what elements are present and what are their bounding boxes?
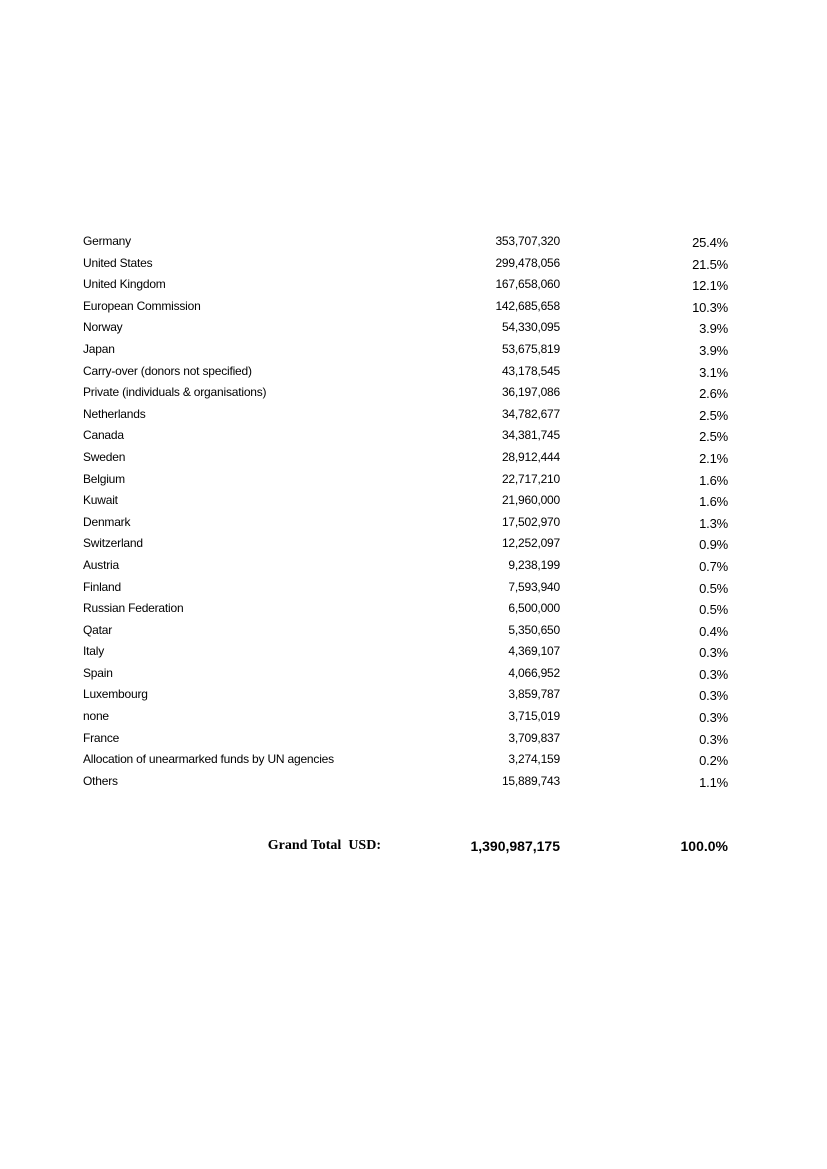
table-row	[0, 640, 827, 662]
donor-name: Russian Federation	[83, 601, 184, 616]
donor-name: European Commission	[83, 298, 201, 313]
donor-name: Qatar	[83, 622, 113, 637]
table-row	[0, 511, 827, 533]
table-row	[0, 468, 827, 490]
donor-amount: 5,350,650	[508, 622, 560, 637]
donor-percent: 1.3%	[699, 515, 728, 531]
table-row	[0, 338, 827, 360]
donor-name: Netherlands	[83, 406, 146, 421]
donor-percent: 0.3%	[699, 731, 728, 747]
donor-percent: 2.5%	[699, 429, 728, 445]
table-row	[0, 381, 827, 403]
donor-percent: 0.3%	[699, 666, 728, 682]
table-row	[0, 230, 827, 252]
table-row	[0, 705, 827, 727]
donor-name: Japan	[83, 341, 115, 356]
donor-percent: 0.9%	[699, 537, 728, 553]
donor-percent: 0.5%	[699, 602, 728, 618]
table-row	[0, 576, 827, 598]
donor-name: Belgium	[83, 471, 125, 486]
grand-total-label: Grand Total USD:	[267, 838, 381, 853]
table-row	[0, 424, 827, 446]
table-row	[0, 489, 827, 511]
donor-amount: 7,593,940	[508, 579, 560, 594]
donor-name: Switzerland	[83, 536, 143, 551]
donor-amount: 28,912,444	[501, 449, 560, 464]
donor-name: Private (individuals & organisations)	[83, 385, 267, 400]
donor-amount: 22,717,210	[501, 471, 560, 486]
donor-name: Canada	[83, 428, 124, 443]
donor-name: Kuwait	[83, 493, 118, 508]
table-row	[0, 683, 827, 705]
donor-name: Allocation of unearmarked funds by UN agencies	[83, 752, 334, 767]
donor-percent: 21.5%	[692, 256, 728, 272]
donor-amount: 3,709,837	[508, 730, 560, 745]
table-row	[0, 619, 827, 641]
donor-amount: 4,369,107	[508, 644, 560, 659]
table-row	[0, 597, 827, 619]
donor-name: Italy	[83, 644, 105, 659]
donor-amount: 3,715,019	[508, 709, 560, 724]
donor-name: United States	[83, 255, 153, 270]
donor-percent: 0.3%	[699, 710, 728, 726]
donor-name: Luxembourg	[83, 687, 148, 702]
donor-percent: 0.3%	[699, 645, 728, 661]
donor-percent: 2.6%	[699, 386, 728, 402]
donor-name: Austria	[83, 557, 119, 572]
donor-name: Denmark	[83, 514, 131, 529]
donor-percent: 3.9%	[699, 342, 728, 358]
donor-percent: 1.6%	[699, 472, 728, 488]
donor-percent: 2.1%	[699, 450, 728, 466]
donor-name: Germany	[83, 234, 131, 248]
donor-percent: 25.4%	[692, 235, 728, 250]
donor-percent: 1.1%	[699, 774, 728, 790]
donor-percent: 2.5%	[699, 407, 728, 423]
table-row	[0, 446, 827, 468]
donor-name: Finland	[83, 579, 121, 594]
donor-percent: 10.3%	[692, 299, 728, 315]
donor-percent: 3.1%	[699, 364, 728, 380]
donor-amount: 54,330,095	[501, 320, 560, 335]
donor-name: none	[83, 709, 109, 724]
donor-percent: 3.9%	[699, 321, 728, 337]
donor-amount: 36,197,086	[501, 385, 560, 400]
table-row	[0, 770, 827, 792]
grand-total-percent: 100.0%	[680, 838, 728, 854]
donor-amount: 9,238,199	[508, 557, 560, 572]
table-row	[0, 273, 827, 295]
donor-percent: 1.6%	[699, 494, 728, 510]
table-row	[0, 662, 827, 684]
donor-name: Carry-over (donors not specified)	[83, 363, 252, 378]
table-row	[0, 295, 827, 317]
donor-name: Sweden	[83, 449, 126, 464]
donor-percent: 0.3%	[699, 688, 728, 704]
table-row	[0, 748, 827, 770]
donor-name: Spain	[83, 665, 113, 680]
donor-amount: 4,066,952	[508, 665, 560, 680]
grand-total-row	[0, 836, 827, 860]
donor-amount: 15,889,743	[501, 773, 560, 788]
donor-amount: 12,252,097	[501, 536, 560, 551]
donor-percent: 12.1%	[692, 278, 728, 294]
donor-amount: 34,782,677	[501, 406, 560, 421]
donor-amount: 43,178,545	[501, 363, 560, 378]
grand-total-amount: 1,390,987,175	[470, 838, 560, 854]
donor-amount: 142,685,658	[495, 298, 560, 313]
table-row	[0, 727, 827, 749]
donor-amount: 167,658,060	[495, 277, 560, 292]
donor-amount: 17,502,970	[501, 514, 560, 529]
table-row	[0, 403, 827, 425]
donor-name: France	[83, 730, 120, 745]
table-row	[0, 554, 827, 576]
donor-table	[0, 230, 827, 791]
donor-amount: 6,500,000	[508, 601, 560, 616]
donor-percent: 0.7%	[699, 558, 728, 574]
donor-amount: 3,859,787	[508, 687, 560, 702]
donor-amount: 34,381,745	[501, 428, 560, 443]
donor-amount: 53,675,819	[501, 341, 560, 356]
donor-percent: 0.5%	[699, 580, 728, 596]
donor-name: United Kingdom	[83, 277, 166, 292]
table-row	[0, 360, 827, 382]
donor-amount: 21,960,000	[501, 493, 560, 508]
donor-amount: 299,478,056	[495, 255, 560, 270]
donor-amount: 3,274,159	[508, 752, 560, 767]
donor-percent: 0.4%	[699, 623, 728, 639]
donor-name: Others	[83, 773, 118, 788]
donor-percent: 0.2%	[699, 753, 728, 769]
donor-name: Norway	[83, 320, 123, 335]
donor-amount: 353,707,320	[495, 234, 560, 248]
table-row	[0, 532, 827, 554]
table-row	[0, 252, 827, 274]
table-row	[0, 316, 827, 338]
